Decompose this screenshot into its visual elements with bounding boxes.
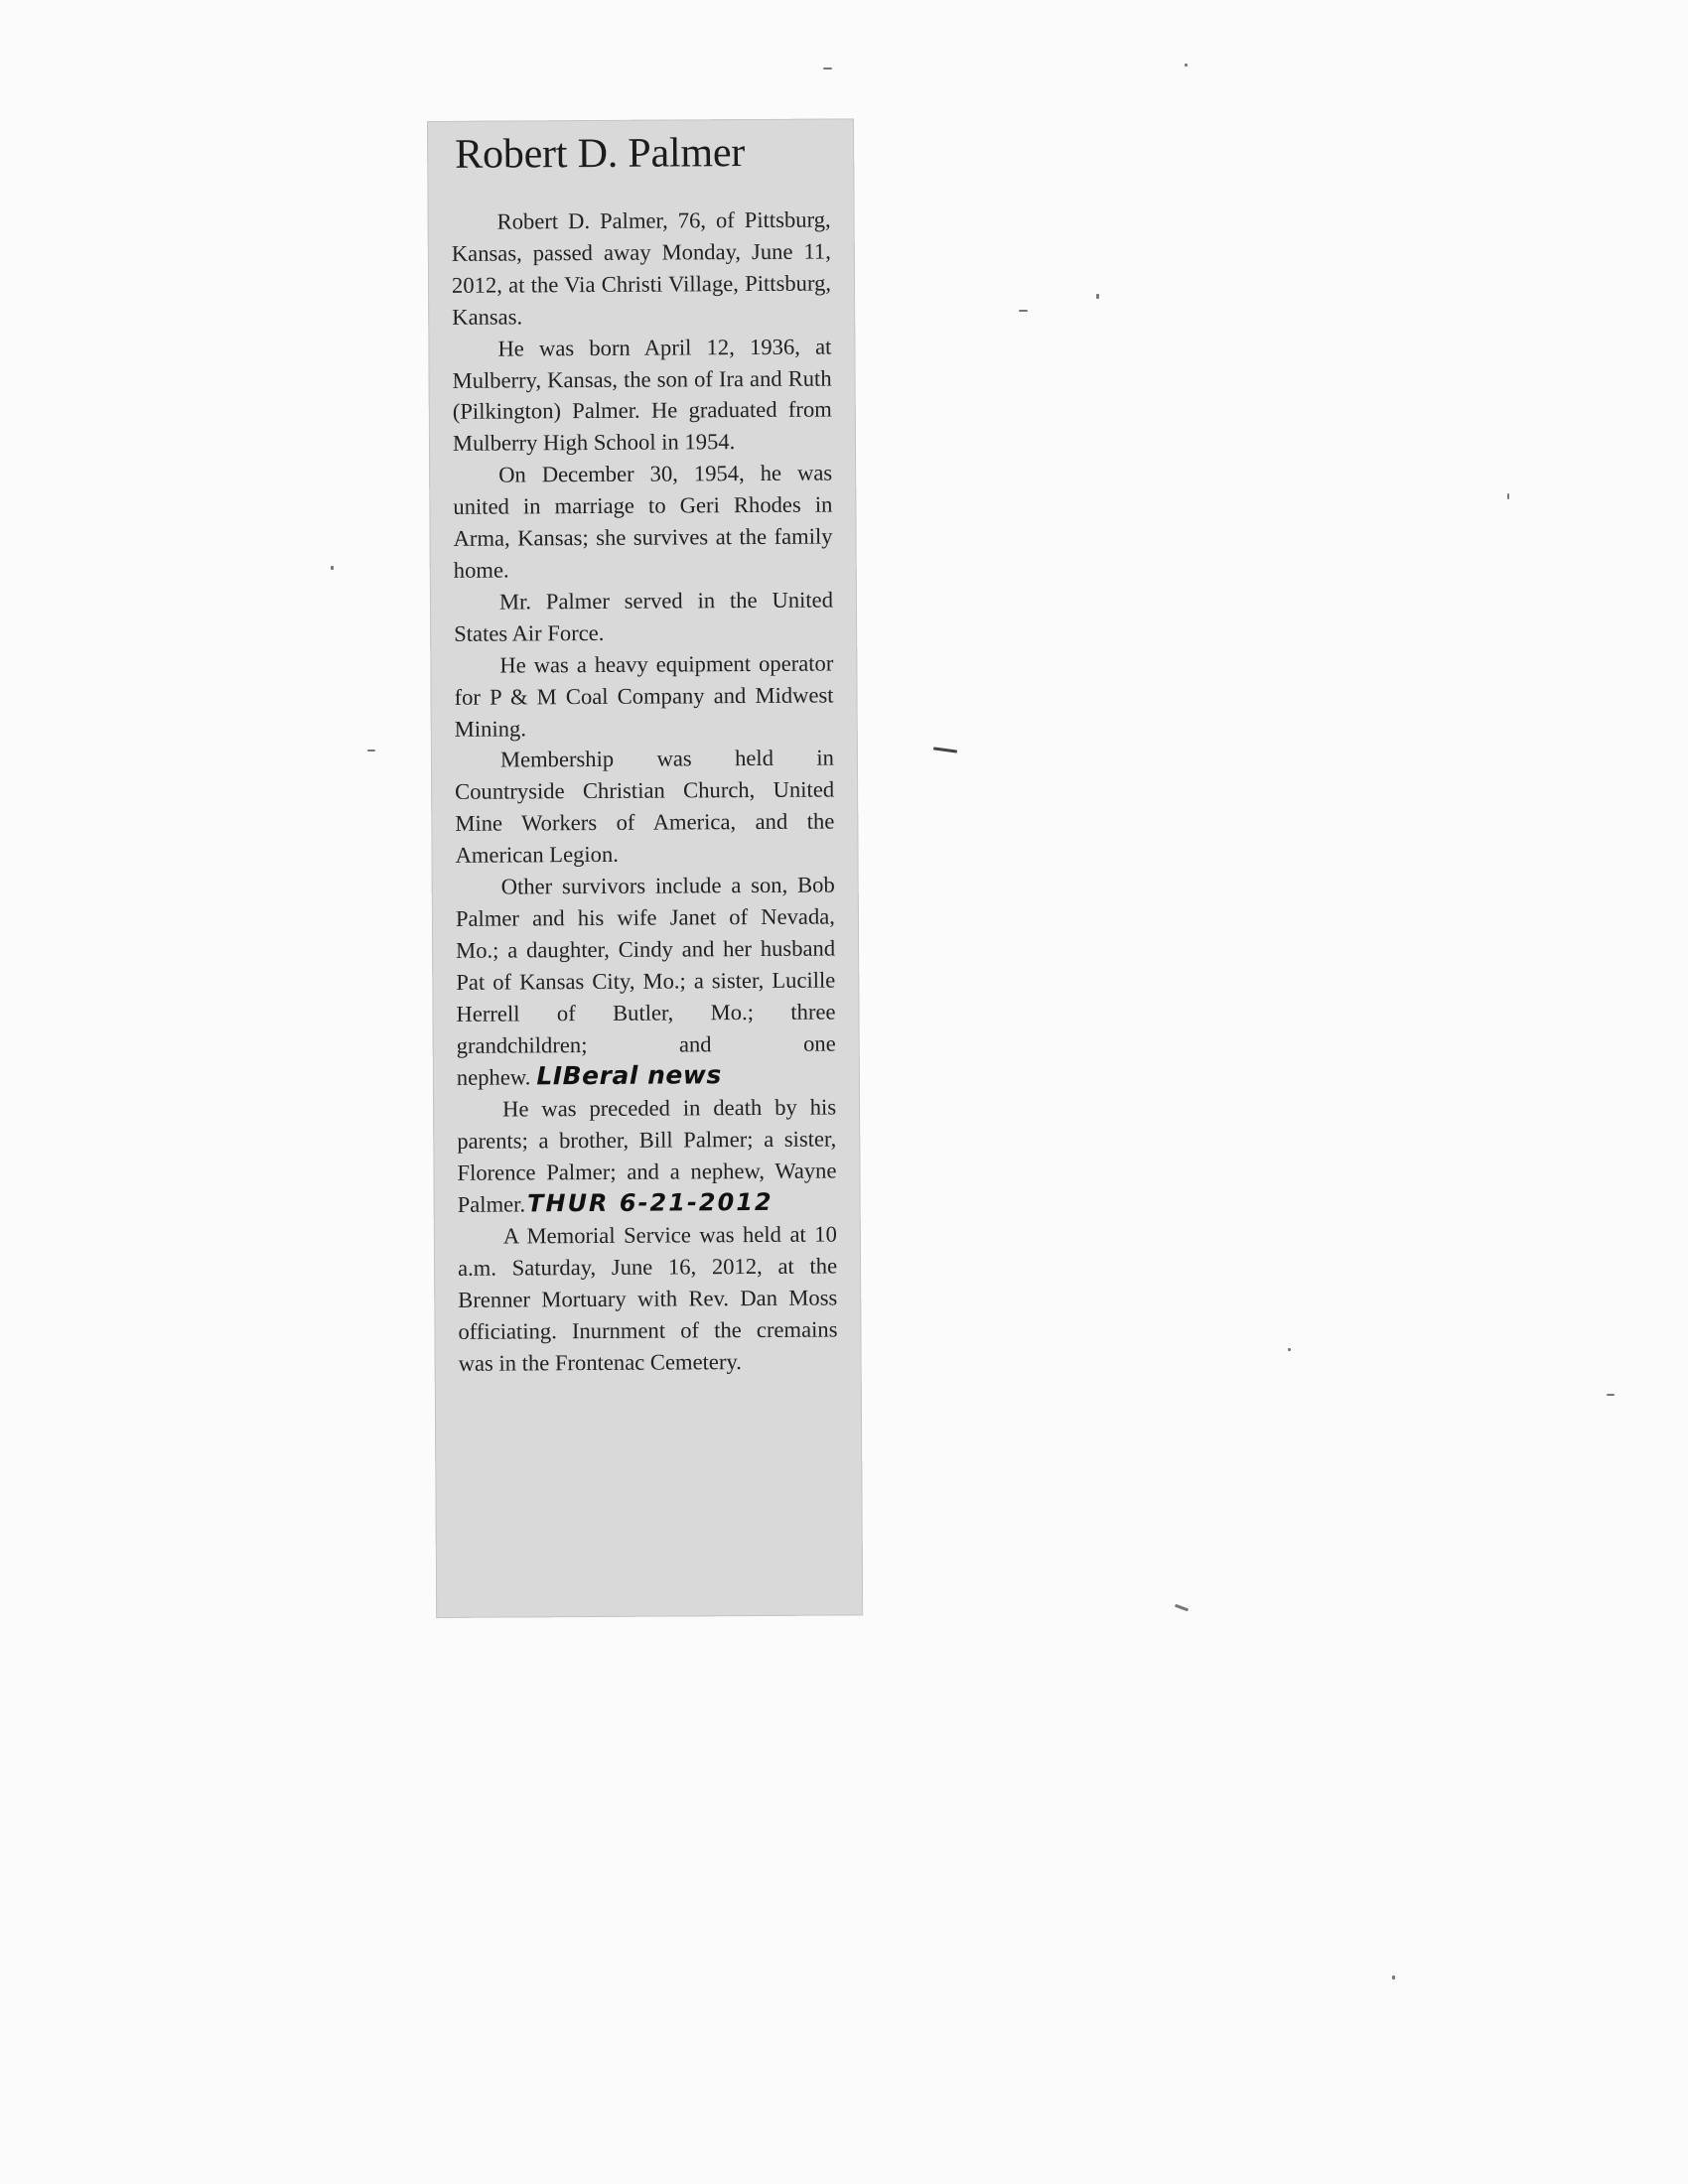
- dust-speck: [367, 750, 375, 751]
- obituary-paragraph: Mr. Palmer served in the United States Air Force.: [454, 587, 834, 646]
- dust-speck: [1607, 1394, 1615, 1396]
- obituary-paragraph: He was born April 12, 1936, at Mulberry, Kansas, the son of Ira and Ruth (Pilkington) Palmer. He graduated from Mulberry High School in 1954.: [452, 334, 832, 457]
- obituary-clipping: [427, 118, 863, 1618]
- obituary-paragraph-text: Other survivors include a son, Bob Palmer and his wife Janet of Nevada, Mo.; a daughter, Cindy and her husband Pat of Kansas City, Mo.; a sister, Lucille Herrell of Butler, Mo.; three grandchildren; and one nephew.: [455, 872, 836, 1091]
- dust-speck: [1507, 493, 1509, 499]
- obituary-paragraph: He was a heavy equipment operator for P & M Coal Company and Midwest Mining.: [454, 650, 834, 742]
- dust-speck: [1096, 294, 1099, 299]
- handwritten-date-note: THUR 6-21-2012: [526, 1187, 774, 1218]
- obituary-paragraph: [457, 1092, 837, 1221]
- obituary-paragraph: A Memorial Service was held at 10 a.m. Saturday, June 16, 2012, at the Brenner Mortuary with Rev. Dan Moss officiating. Inurnment of the cremains was in the Frontenac Cemetery.: [457, 1221, 838, 1376]
- obituary-paragraph: On December 30, 1954, he was united in marriage to Geri Rhodes in Arma, Kansas; she survives at the family home.: [453, 460, 833, 583]
- dust-speck: [331, 566, 334, 570]
- obituary-paragraph: Membership was held in Countryside Christian Church, United Mine Workers of America, and the American Legion.: [455, 745, 835, 868]
- dust-speck: [933, 747, 957, 752]
- obituary-paragraph-text: He was preceded in death by his parents; a brother, Bill Palmer; a sister, Florence Palmer; and a nephew, Wayne Palmer.: [457, 1094, 837, 1217]
- obituary-paragraph: Robert D. Palmer, 76, of Pittsburg, Kansas, passed away Monday, June 11, 2012, at the Via Christi Village, Pittsburg, Kansas.: [451, 206, 832, 330]
- dust-speck: [1019, 310, 1028, 312]
- dust-speck: [1288, 1348, 1291, 1351]
- dust-speck: [823, 68, 832, 69]
- obituary-headline: Robert D. Palmer: [455, 130, 746, 178]
- obituary-paragraph: [456, 870, 836, 1095]
- handwritten-source-note: LIBeral news: [536, 1060, 722, 1091]
- dust-speck: [1185, 64, 1188, 67]
- dust-speck: [1175, 1604, 1189, 1612]
- dust-speck: [1392, 1976, 1395, 1979]
